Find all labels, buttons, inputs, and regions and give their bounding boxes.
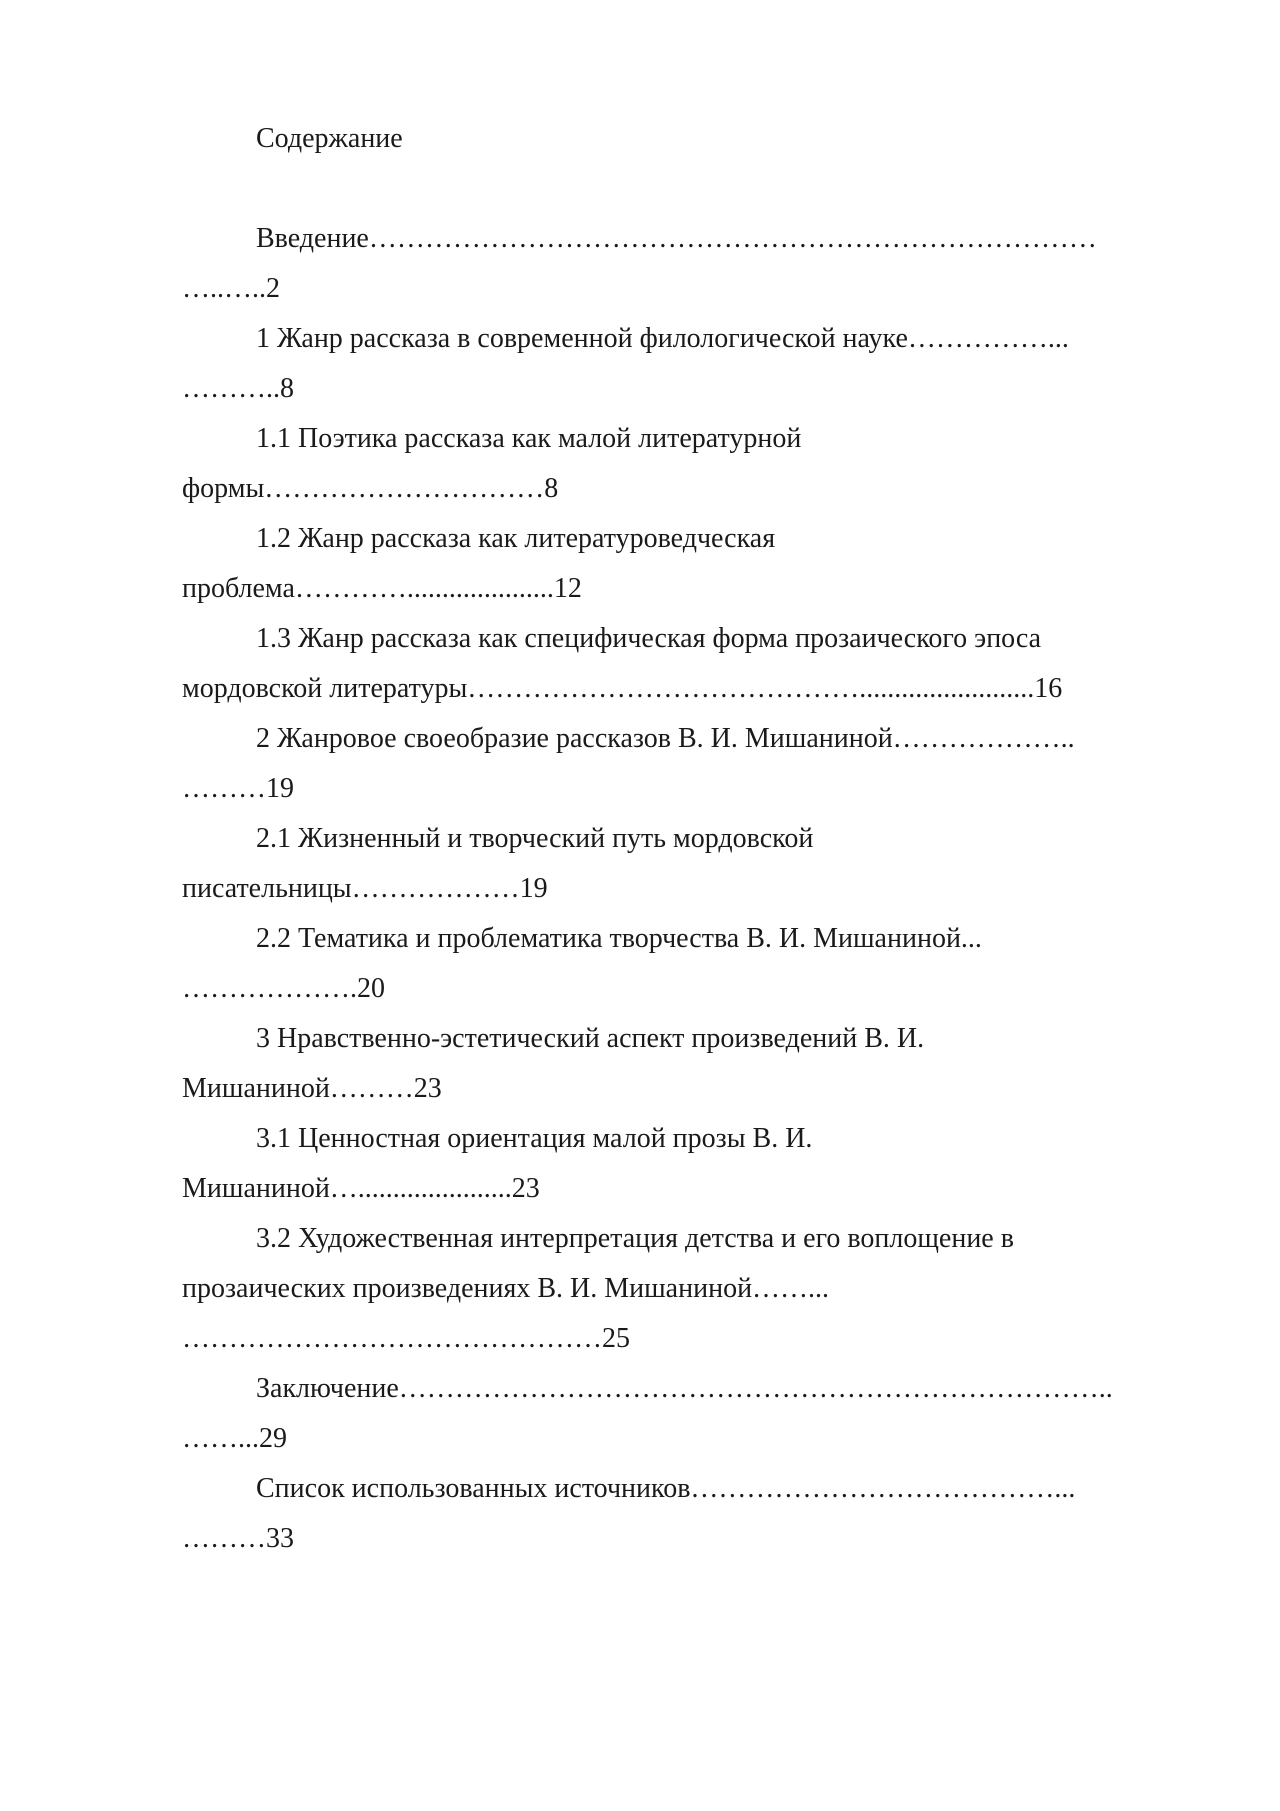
toc-line: ………33 (182, 1523, 294, 1554)
toc-line: 3.2 Художественная интерпретация детства и его воплощение в (256, 1223, 1014, 1254)
toc-line: ……...29 (182, 1423, 287, 1454)
toc-line: Введение…………………………………………………………………… (256, 223, 1097, 254)
toc-entry-references (182, 1464, 1182, 1564)
toc-line: Список использованных источников…………………………………... (256, 1473, 1076, 1504)
toc-line: 1.2 Жанр рассказа как литературоведческая (256, 523, 776, 554)
toc-line: Заключение………………………………………………………………….. (256, 1373, 1113, 1404)
toc-entry-conclusion (182, 1364, 1182, 1464)
toc-line: 3.1 Ценностная ориентация малой прозы В. И. (256, 1123, 813, 1154)
toc-entry-chapter-3 (182, 1014, 1182, 1114)
toc-entry-section-3-1 (182, 1114, 1182, 1214)
toc-line: 1 Жанр рассказа в современной филологической науке……………... (256, 323, 1069, 354)
toc-entry-chapter-2 (182, 714, 1182, 814)
toc-entry-section-1-2 (182, 514, 1182, 614)
toc-line: прозаических произведениях В. И. Мишаниной……... (182, 1273, 830, 1304)
toc-line: 1.1 Поэтика рассказа как малой литературной (256, 423, 802, 454)
toc-line: ………19 (182, 773, 294, 804)
toc-line: 2.1 Жизненный и творческий путь мордовской (256, 823, 814, 854)
toc-line: ………………………………………25 (182, 1323, 630, 1354)
toc-line: формы…………………………8 (182, 473, 559, 504)
toc-entry-chapter-1 (182, 314, 1182, 414)
toc-line: 1.3 Жанр рассказа как специфическая форма прозаического эпоса (256, 623, 1042, 654)
toc-line: мордовской литературы…………………………………….........................16 (182, 673, 1063, 704)
toc-line: ……………….20 (182, 973, 385, 1004)
toc-entry-section-2-1 (182, 814, 1182, 914)
toc-line: 2 Жанровое своеобразие рассказов В. И. Мишаниной……………….. (256, 723, 1075, 754)
toc-line: проблема………….....................12 (182, 573, 582, 604)
page-title: Содержание (256, 123, 403, 154)
toc-line: 3 Нравственно-эстетический аспект произведений В. И. (256, 1023, 925, 1054)
toc-line: …..…..2 (182, 273, 280, 304)
toc-entry-section-1-1 (182, 414, 1182, 514)
toc-line: писательницы………………19 (182, 873, 548, 904)
toc-line: ………..8 (182, 373, 294, 404)
toc-line: 2.2 Тематика и проблематика творчества В. И. Мишаниной... (256, 923, 982, 954)
toc-entry-section-2-2 (182, 914, 1182, 1014)
table-of-contents (182, 214, 1182, 1564)
toc-line: Мишаниной………23 (182, 1073, 442, 1104)
toc-line: Мишаниной…......................23 (182, 1173, 540, 1204)
toc-entry-introduction (182, 214, 1182, 314)
toc-entry-section-1-3 (182, 614, 1182, 714)
toc-entry-section-3-2 (182, 1214, 1182, 1364)
